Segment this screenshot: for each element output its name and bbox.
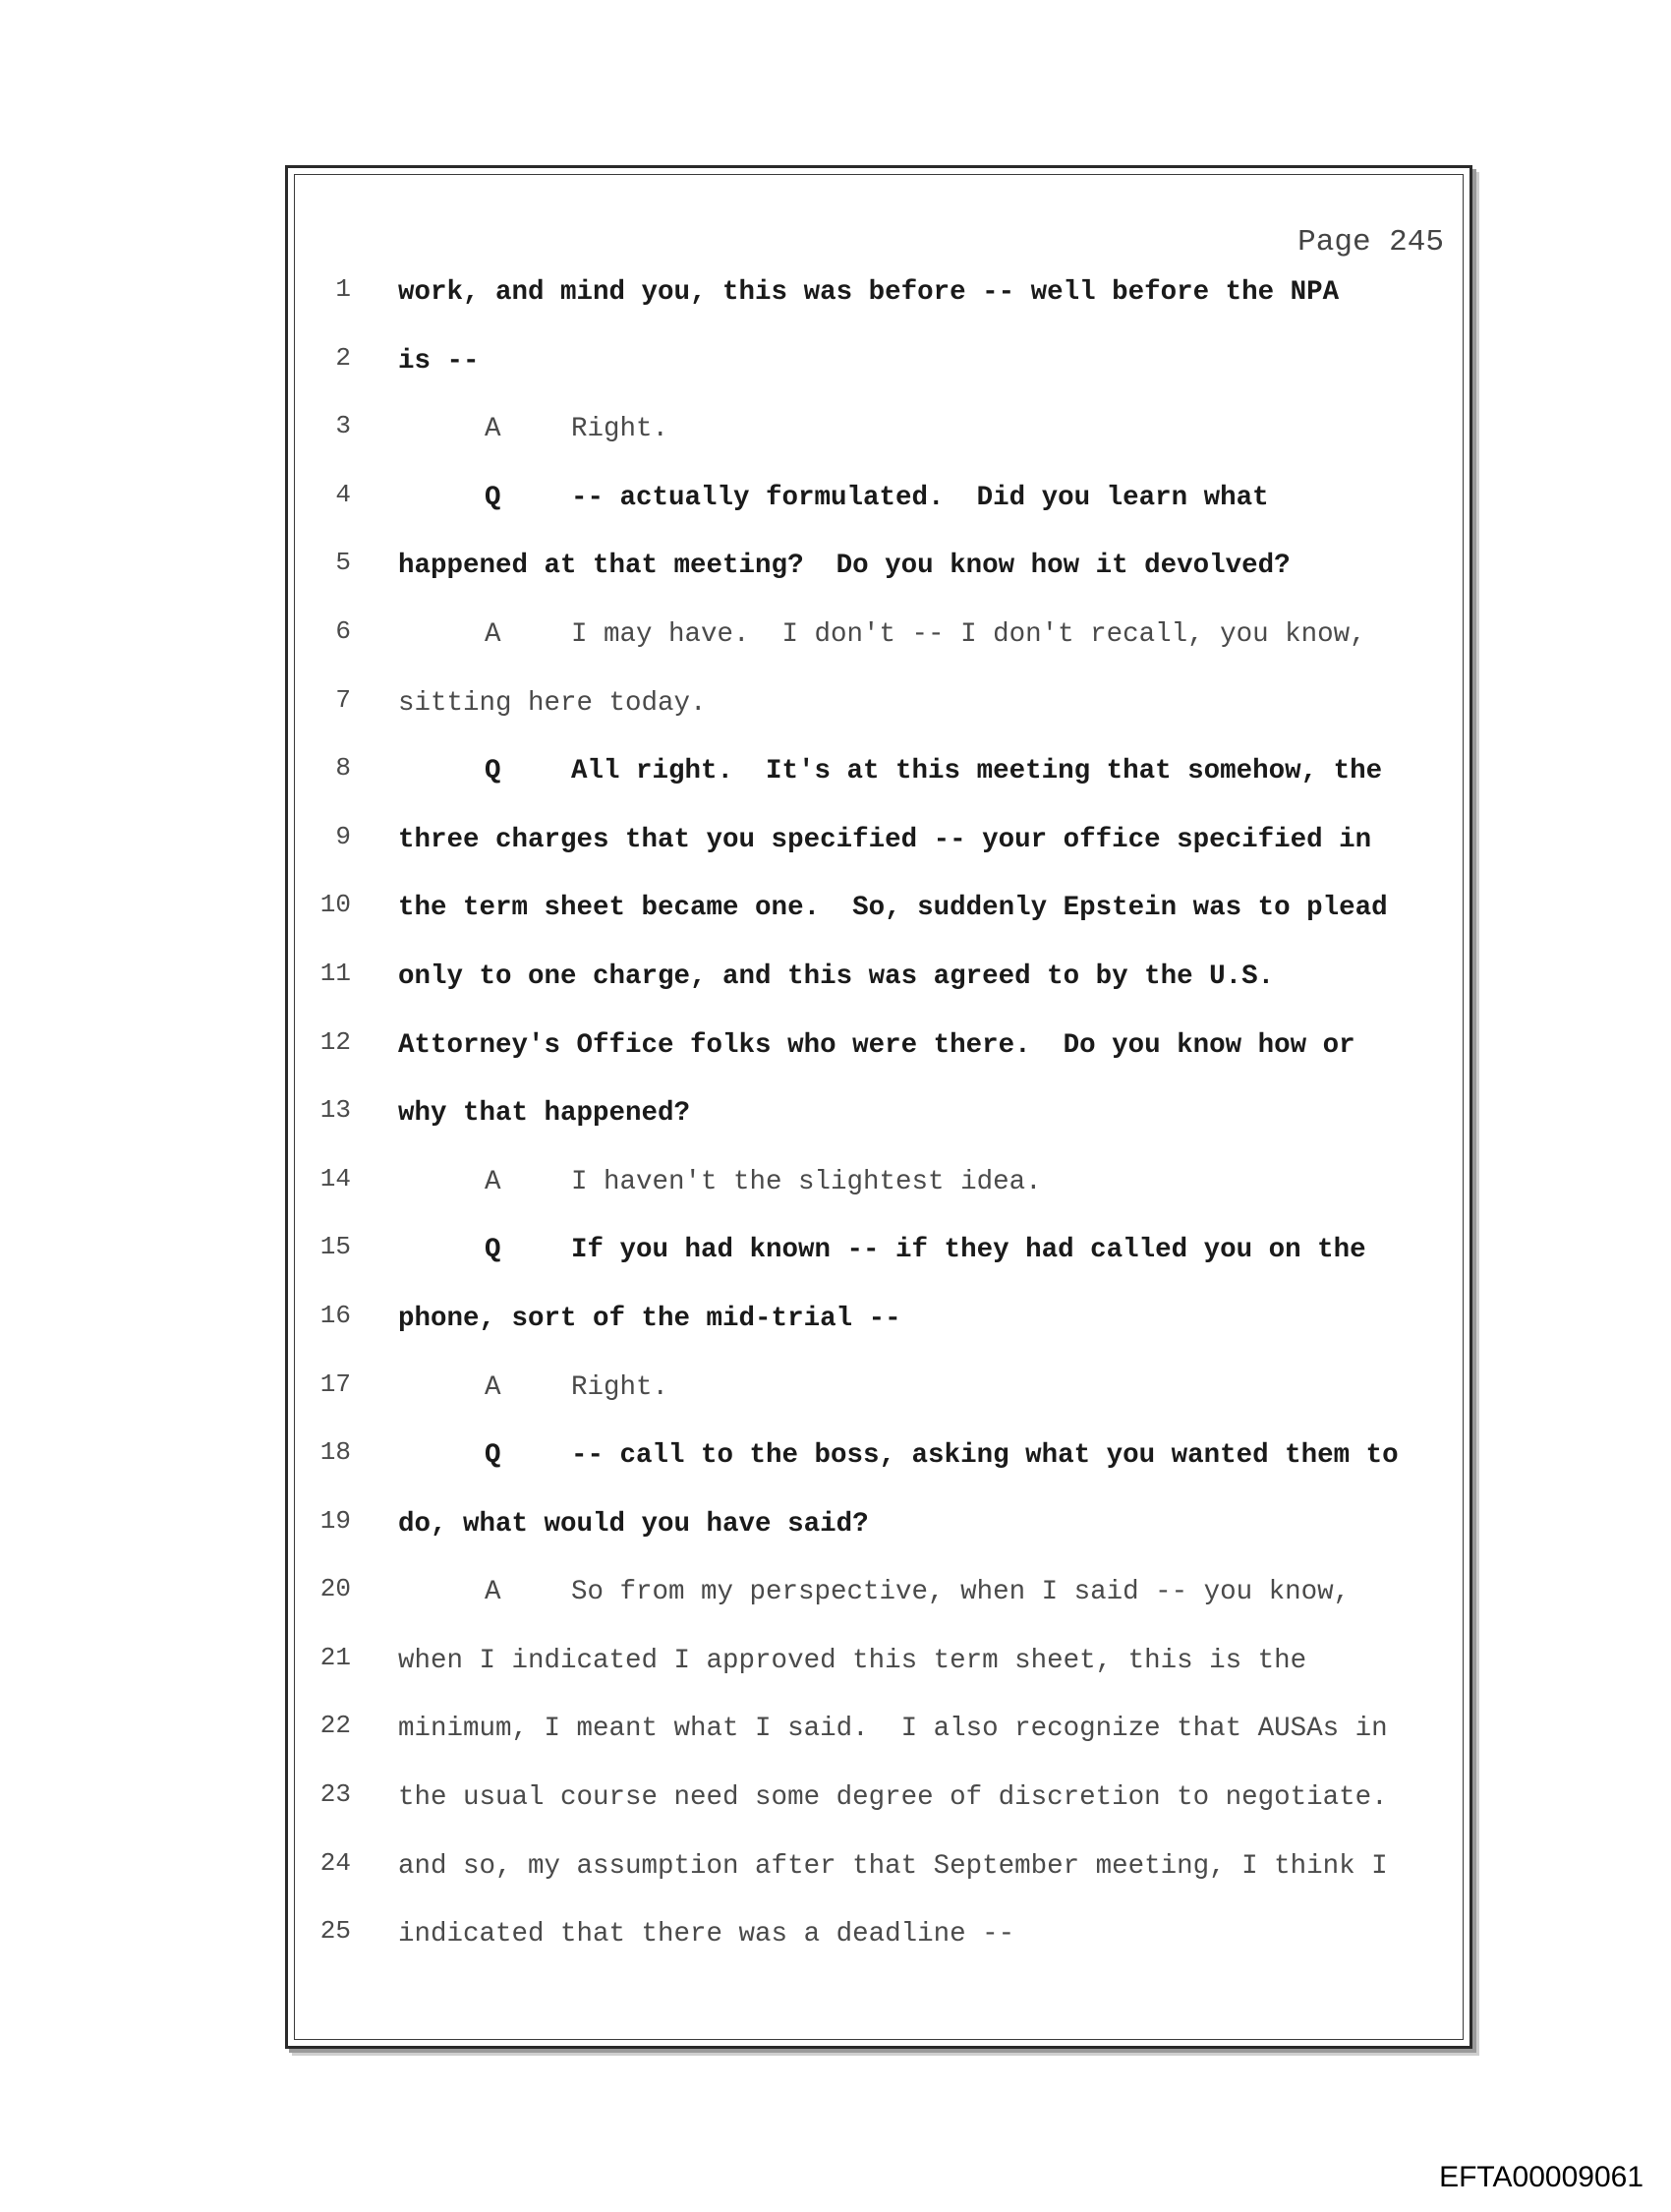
line-number: 18 xyxy=(319,1437,351,1468)
line-text xyxy=(398,1505,869,1544)
transcript-line xyxy=(288,1843,1469,1912)
line-text xyxy=(485,1436,1399,1476)
transcript-line xyxy=(288,1638,1469,1707)
line-content: If you had known -- if they had called you on the xyxy=(571,1235,1366,1266)
line-content: indicated that there was a deadline -- xyxy=(398,1919,1015,1950)
line-number: 5 xyxy=(335,548,351,578)
speaker-label: A xyxy=(485,1166,501,1197)
line-number: 20 xyxy=(319,1574,351,1604)
line-text xyxy=(485,615,1366,655)
transcript-line xyxy=(288,885,1469,954)
line-number: 12 xyxy=(319,1026,351,1057)
line-content: three charges that you specified -- your office specified in xyxy=(398,824,1372,855)
line-content: when I indicated I approved this term sheet, this is the xyxy=(398,1645,1307,1676)
line-content: work, and mind you, this was before -- well before the NPA xyxy=(398,277,1340,308)
line-content: I may have. I don't -- I don't recall, you know, xyxy=(571,618,1366,650)
line-text xyxy=(398,342,480,381)
line-number: 7 xyxy=(335,684,351,715)
line-number: 6 xyxy=(335,615,351,646)
transcript-line xyxy=(288,1569,1469,1638)
line-text xyxy=(398,1026,1355,1066)
line-number: 1 xyxy=(335,274,351,304)
transcript-line xyxy=(288,338,1469,407)
line-text xyxy=(398,684,707,724)
transcript-line xyxy=(288,954,1469,1022)
line-content: the usual course need some degree of discretion to negotiate. xyxy=(398,1782,1388,1814)
line-content: is -- xyxy=(398,345,480,377)
page-number: Page 245 xyxy=(1297,225,1444,260)
line-text xyxy=(398,1847,1388,1887)
line-text xyxy=(398,1642,1306,1681)
transcript-line xyxy=(288,406,1469,475)
line-number: 21 xyxy=(319,1642,351,1672)
transcript-line xyxy=(288,611,1469,680)
transcript-lines xyxy=(288,269,1469,1980)
line-content: sitting here today. xyxy=(398,687,707,719)
line-text xyxy=(398,1094,690,1134)
line-number: 4 xyxy=(335,479,351,509)
line-text xyxy=(398,821,1371,860)
line-text xyxy=(398,273,1339,313)
speaker-label: A xyxy=(485,414,501,445)
line-content: phone, sort of the mid-trial -- xyxy=(398,1303,901,1334)
transcript-line xyxy=(288,1775,1469,1843)
transcript-line xyxy=(288,1296,1469,1365)
line-number: 23 xyxy=(319,1779,351,1810)
transcript-line xyxy=(288,269,1469,338)
transcript-page xyxy=(285,165,1472,2049)
line-number: 25 xyxy=(319,1916,351,1947)
line-text xyxy=(485,1231,1366,1270)
transcript-line xyxy=(288,1022,1469,1091)
transcript-line xyxy=(288,817,1469,886)
line-content: All right. It's at this meeting that somehow, the xyxy=(571,756,1383,787)
line-text xyxy=(398,1778,1388,1818)
line-content: happened at that meeting? Do you know how it devolved? xyxy=(398,551,1291,582)
line-number: 9 xyxy=(335,821,351,851)
line-content: do, what would you have said? xyxy=(398,1508,869,1540)
bates-number: EFTA00009061 xyxy=(1439,2161,1643,2193)
line-number: 3 xyxy=(335,411,351,441)
line-text xyxy=(398,547,1291,586)
speaker-label: Q xyxy=(485,482,501,513)
line-content: only to one charge, and this was agreed to by the U.S. xyxy=(398,960,1275,992)
line-content: and so, my assumption after that September meeting, I think I xyxy=(398,1850,1388,1882)
speaker-label: Q xyxy=(485,1440,501,1472)
line-text xyxy=(485,752,1382,791)
line-content: minimum, I meant what I said. I also recognize that AUSAs in xyxy=(398,1714,1388,1745)
speaker-label: A xyxy=(485,1577,501,1608)
line-content: Right. xyxy=(571,1371,669,1403)
line-content: So from my perspective, when I said -- you know, xyxy=(571,1577,1351,1608)
transcript-line xyxy=(288,1365,1469,1433)
line-content: the term sheet became one. So, suddenly Epstein was to plead xyxy=(398,893,1388,924)
line-number: 8 xyxy=(335,753,351,784)
transcript-line xyxy=(288,543,1469,611)
transcript-line xyxy=(288,1159,1469,1228)
transcript-line xyxy=(288,680,1469,749)
line-text xyxy=(485,1163,1042,1202)
line-text xyxy=(485,410,668,449)
line-number: 15 xyxy=(319,1232,351,1262)
speaker-label: A xyxy=(485,1371,501,1403)
line-text xyxy=(398,889,1388,928)
transcript-line xyxy=(288,1432,1469,1501)
line-number: 19 xyxy=(319,1505,351,1536)
transcript-line xyxy=(288,475,1469,544)
line-number: 16 xyxy=(319,1300,351,1330)
transcript-line xyxy=(288,748,1469,817)
line-text xyxy=(398,1300,901,1339)
transcript-line xyxy=(288,1501,1469,1570)
line-number: 22 xyxy=(319,1711,351,1741)
transcript-line xyxy=(288,1227,1469,1296)
line-number: 11 xyxy=(319,958,351,988)
line-content: Attorney's Office folks who were there. Do you know how or xyxy=(398,1029,1355,1061)
line-number: 14 xyxy=(319,1163,351,1193)
line-text xyxy=(398,1710,1388,1749)
transcript-line xyxy=(288,1706,1469,1775)
line-number: 10 xyxy=(319,890,351,920)
line-content: I haven't the slightest idea. xyxy=(571,1166,1042,1197)
line-content: Right. xyxy=(571,414,669,445)
line-text xyxy=(398,958,1274,997)
speaker-label: A xyxy=(485,618,501,650)
transcript-line xyxy=(288,1911,1469,1980)
line-text xyxy=(485,1368,668,1408)
line-number: 13 xyxy=(319,1095,351,1126)
line-number: 2 xyxy=(335,342,351,373)
line-content: -- call to the boss, asking what you wanted them to xyxy=(571,1440,1399,1472)
transcript-line xyxy=(288,1090,1469,1159)
line-text xyxy=(398,1915,1014,1954)
line-content: why that happened? xyxy=(398,1098,691,1130)
speaker-label: Q xyxy=(485,1235,501,1266)
line-text xyxy=(485,479,1269,518)
speaker-label: Q xyxy=(485,756,501,787)
line-number: 17 xyxy=(319,1368,351,1399)
line-content: -- actually formulated. Did you learn what xyxy=(571,482,1269,513)
line-text xyxy=(485,1573,1350,1612)
line-number: 24 xyxy=(319,1847,351,1878)
